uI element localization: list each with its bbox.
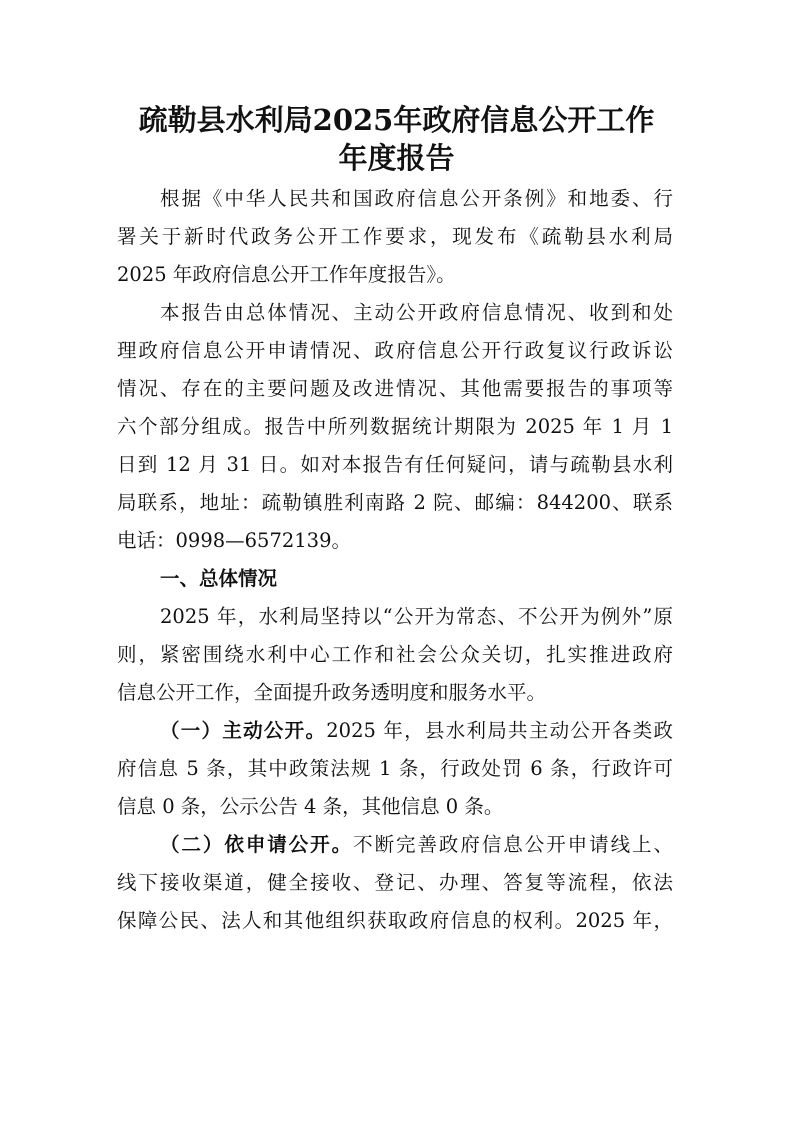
section-heading-overview: 一、总体情况 [160,567,278,590]
paragraph-4-line-1 [117,712,673,750]
paragraph-2-line-2: 理政府信息公开申请情况、政府信息公开行政复议行政诉讼 [117,339,673,362]
paragraph-1-line-3: 2025 年政府信息公开工作年度报告》。 [117,263,456,286]
paragraph-3-line-2: 则，紧密围绕水利中心工作和社会公众关切，扎实推进政府 [117,643,673,666]
paragraph-2-line-6: 局联系，地址：疏勒镇胜利南路 2 院、邮编：844200、联系 [117,491,673,514]
paragraph-4-line-2: 府信息 5 条，其中政策法规 1 条，行政处罚 6 条，行政许可 [117,757,673,780]
paragraph-4-line-3: 信息 0 条，公示公告 4 条，其他信息 0 条。 [117,795,504,818]
paragraph-2-line-7: 电话：0998—6572139。 [117,529,351,552]
report-title-line-1: 疏勒县水利局2025年政府信息公开工作 [138,103,655,137]
paragraph-5-line-1 [117,826,673,864]
paragraph-2-line-5: 日到 12 月 31 日。如对本报告有任何疑问，请与疏勒县水利 [117,453,673,476]
paragraph-3-line-1: 2025 年，水利局坚持以“公开为常态、不公开为例外”原 [160,605,673,628]
report-title-line-2: 年度报告 [338,141,455,175]
paragraph-5-line-3: 保障公民、法人和其他组织获取政府信息的权利。2025 年， [117,909,673,932]
subsection-lead-application-disclosure: （二）依申请公开。 [160,833,354,856]
paragraph-5-line-1-text: 不断完善政府信息公开申请线上、 [353,833,673,856]
paragraph-3-line-3: 信息公开工作，全面提升政务透明度和服务水平。 [117,681,547,704]
subsection-lead-active-disclosure: （一）主动公开。 [160,719,327,742]
report-body [117,180,673,940]
paragraph-5-line-2: 线下接收渠道，健全接收、登记、办理、答复等流程，依法 [117,871,673,894]
paragraph-4-line-1-text: 2025 年，县水利局共主动公开各类政 [326,719,673,742]
paragraph-2-line-1: 本报告由总体情况、主动公开政府信息情况、收到和处 [160,301,673,324]
paragraph-1-line-1: 根据《中华人民共和国政府信息公开条例》和地委、行 [160,187,673,210]
paragraph-2-line-4: 六个部分组成。报告中所列数据统计期限为 2025 年 1 月 1 [117,415,673,438]
paragraph-2-line-3: 情况、存在的主要问题及改进情况、其他需要报告的事项等 [117,377,673,400]
paragraph-1-line-2: 署关于新时代政务公开工作要求，现发布《疏勒县水利局 [117,225,673,248]
